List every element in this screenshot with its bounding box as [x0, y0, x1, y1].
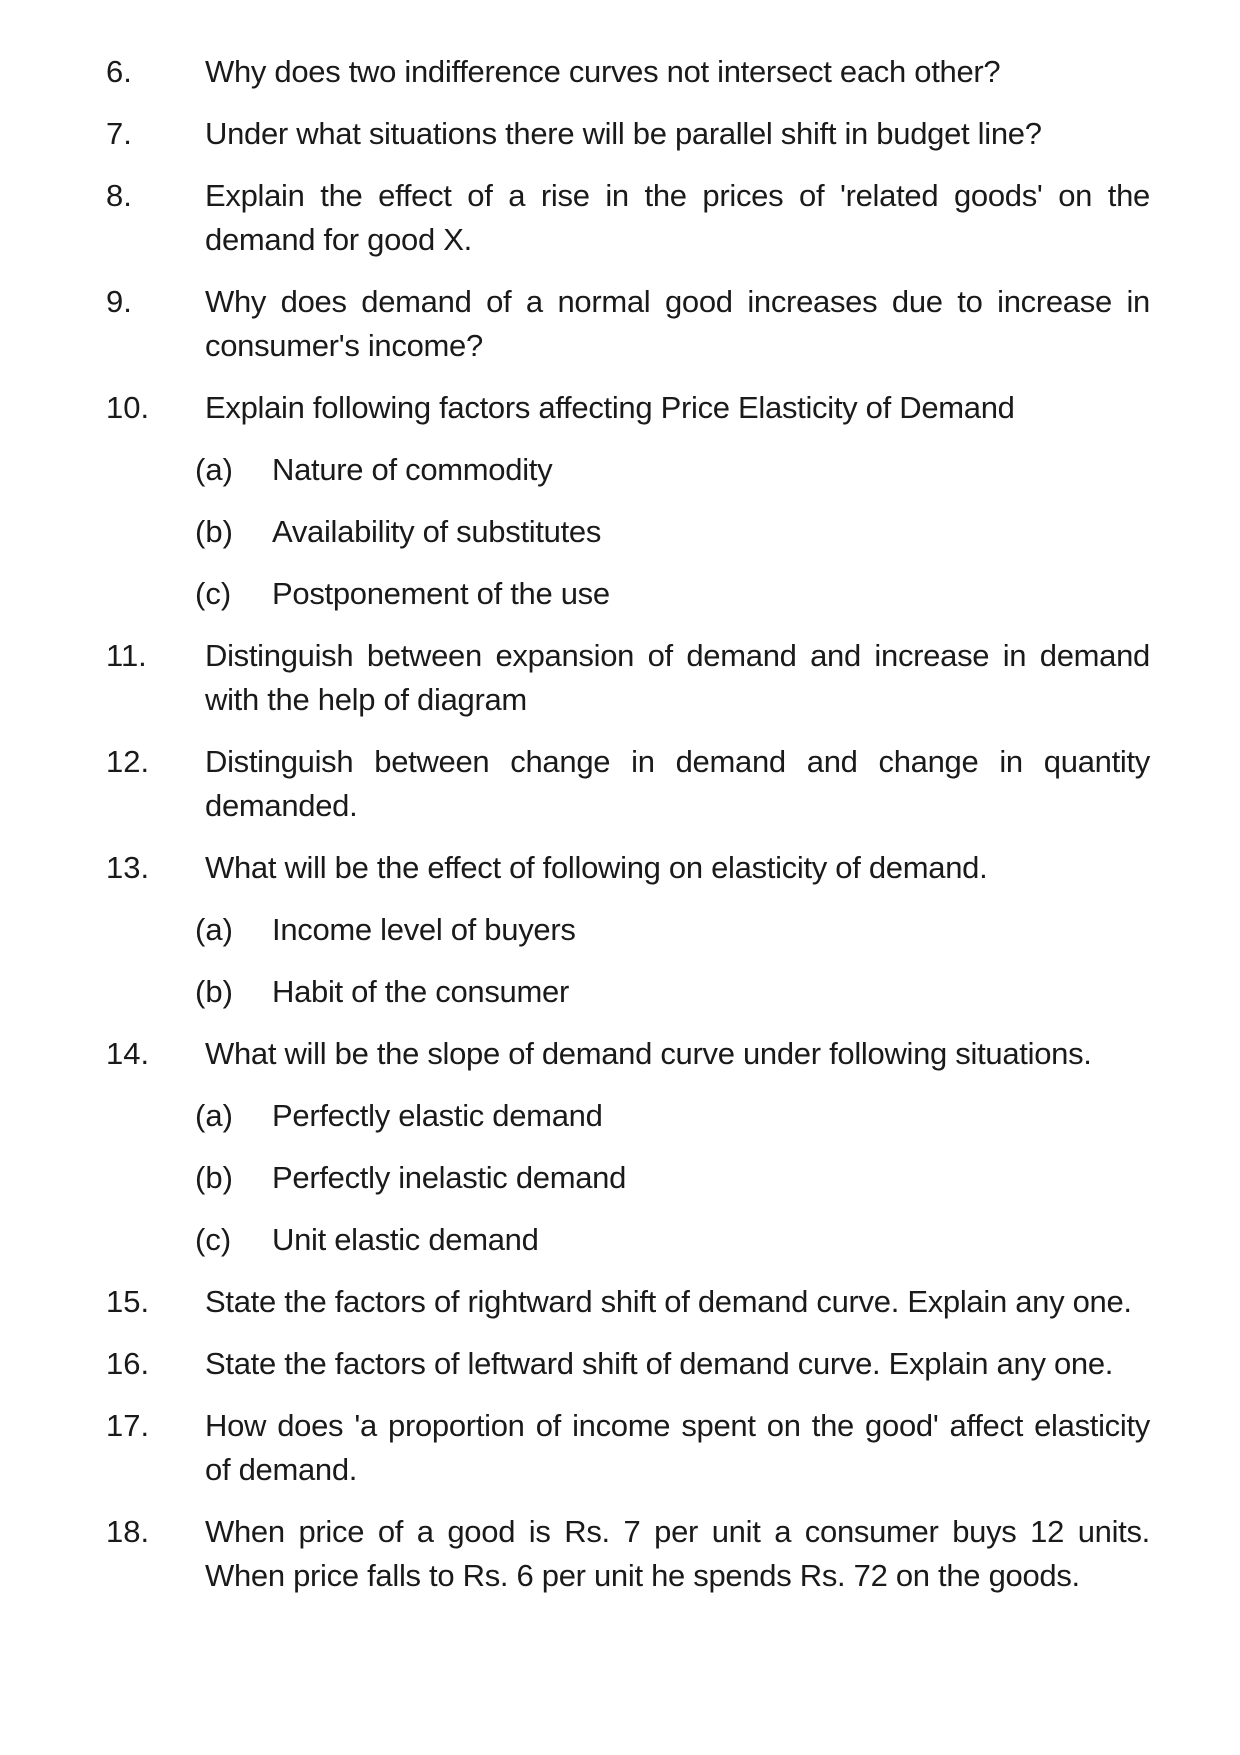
question-number: 16. — [106, 1346, 150, 1381]
sub-item-label: (b) — [195, 1160, 233, 1195]
question-text: Distinguish between change in demand and change in quantity demanded. — [205, 744, 1150, 823]
sub-item-label: (a) — [195, 452, 233, 487]
sub-item-label: (a) — [195, 912, 233, 947]
question-number: 12. — [106, 744, 150, 779]
question-13 — [0, 846, 1240, 890]
sub-item-text: Postponement of the use — [272, 576, 610, 611]
question-11 — [0, 634, 1240, 722]
sub-item-text: Income level of buyers — [272, 912, 576, 947]
sub-item — [0, 908, 1240, 952]
question-17 — [0, 1404, 1240, 1492]
sub-item-label: (a) — [195, 1098, 233, 1133]
sub-item-text: Availability of substitutes — [272, 514, 602, 549]
question-text: State the factors of leftward shift of demand curve. Explain any one. — [205, 1346, 1114, 1381]
question-7 — [0, 112, 1240, 156]
sub-item — [0, 970, 1240, 1014]
question-text: Under what situations there will be parallel shift in budget line? — [205, 116, 1042, 151]
question-text: Explain following factors affecting Price Elasticity of Demand — [205, 390, 1015, 425]
sub-item — [0, 1094, 1240, 1138]
question-number: 8. — [106, 178, 132, 213]
question-number: 15. — [106, 1284, 150, 1319]
question-18 — [0, 1510, 1240, 1598]
question-number: 13. — [106, 850, 150, 885]
question-text: How does 'a proportion of income spent on the good' affect elasticity of demand. — [205, 1408, 1150, 1487]
question-8 — [0, 174, 1240, 262]
sub-item — [0, 510, 1240, 554]
sub-item-label: (b) — [195, 974, 233, 1009]
question-number: 9. — [106, 284, 132, 319]
question-number: 17. — [106, 1408, 150, 1443]
question-text: Explain the effect of a rise in the prices of 'related goods' on the demand for good X. — [205, 178, 1150, 257]
question-number: 14. — [106, 1036, 150, 1071]
sub-item-text: Unit elastic demand — [272, 1222, 539, 1257]
question-number: 18. — [106, 1514, 150, 1549]
sub-item-label: (b) — [195, 514, 233, 549]
sub-item-text: Perfectly elastic demand — [272, 1098, 603, 1133]
sub-item — [0, 1156, 1240, 1200]
sub-item — [0, 448, 1240, 492]
question-number: 7. — [106, 116, 132, 151]
question-text: What will be the effect of following on elasticity of demand. — [205, 850, 988, 885]
sub-item-text: Perfectly inelastic demand — [272, 1160, 627, 1195]
sub-item — [0, 572, 1240, 616]
question-12 — [0, 740, 1240, 828]
question-9 — [0, 280, 1240, 368]
question-text: What will be the slope of demand curve under following situations. — [205, 1036, 1092, 1071]
question-14 — [0, 1032, 1240, 1076]
question-number: 11. — [106, 638, 147, 673]
question-text: Distinguish between expansion of demand and increase in demand with the help of diagram — [205, 638, 1150, 717]
sub-item-label: (c) — [195, 576, 232, 611]
question-number: 10. — [106, 390, 150, 425]
sub-item — [0, 1218, 1240, 1262]
question-15 — [0, 1280, 1240, 1324]
sub-item-label: (c) — [195, 1222, 232, 1257]
question-text: Why does two indifference curves not intersect each other? — [205, 54, 1001, 89]
question-10 — [0, 386, 1240, 430]
sub-item-text: Habit of the consumer — [272, 974, 569, 1009]
question-number: 6. — [106, 54, 132, 89]
question-text: Why does demand of a normal good increases due to increase in consumer's income? — [205, 284, 1150, 363]
question-text: State the factors of rightward shift of demand curve. Explain any one. — [205, 1284, 1132, 1319]
sub-item-text: Nature of commodity — [272, 452, 553, 487]
question-16 — [0, 1342, 1240, 1386]
question-text: When price of a good is Rs. 7 per unit a consumer buys 12 units. When price falls to Rs. 6 per unit he spends Rs. 72 on the goods. — [205, 1514, 1150, 1593]
question-6 — [0, 50, 1240, 94]
